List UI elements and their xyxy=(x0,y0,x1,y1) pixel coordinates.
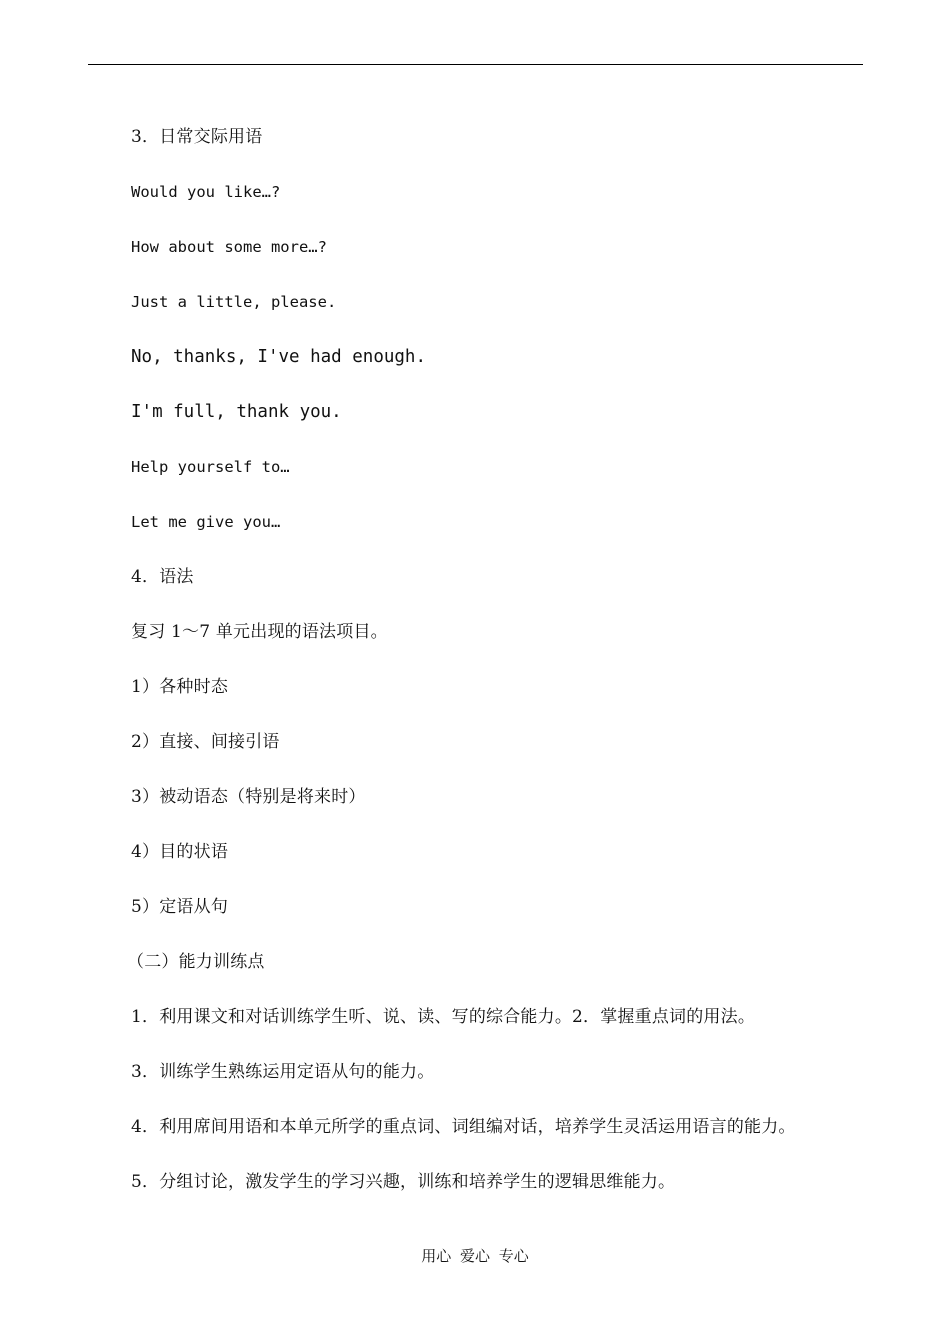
section-heading-grammar: 4．语法 xyxy=(131,567,194,587)
text-line: 1．利用课文和对话训练学生听、说、读、写的综合能力。2．掌握重点词的用法。 xyxy=(131,1007,756,1027)
phrase-line: I'm full, thank you. xyxy=(131,402,342,422)
text-line: 4．利用席间用语和本单元所学的重点词、词组编对话，培养学生灵活运用语言的能力。 xyxy=(131,1117,796,1137)
list-item: 1）各种时态 xyxy=(131,677,229,697)
phrase-line: Help yourself to… xyxy=(131,458,290,476)
phrase-line: Would you like…? xyxy=(131,183,281,201)
section-heading-skills: （二）能力训练点 xyxy=(127,952,265,972)
list-item: 4）目的状语 xyxy=(131,842,229,862)
text-line: 复习 1～7 单元出现的语法项目。 xyxy=(131,622,388,642)
phrase-line: Just a little, please. xyxy=(131,293,337,311)
section-heading-daily-expressions: 3．日常交际用语 xyxy=(131,127,263,147)
text-line: 3．训练学生熟练运用定语从句的能力。 xyxy=(131,1062,435,1082)
page-footer: 用心 爱心 专心 xyxy=(421,1247,529,1265)
phrase-line: No, thanks, I've had enough. xyxy=(131,347,427,367)
list-item: 2）直接、间接引语 xyxy=(131,732,280,752)
header-rule xyxy=(88,64,863,65)
document-body xyxy=(127,122,871,1222)
list-item: 5）定语从句 xyxy=(131,897,229,917)
phrase-line: How about some more…? xyxy=(131,238,327,256)
text-line: 5．分组讨论，激发学生的学习兴趣，训练和培养学生的逻辑思维能力。 xyxy=(131,1172,676,1192)
list-item: 3）被动语态（特别是将来时） xyxy=(131,787,366,807)
phrase-line: Let me give you… xyxy=(131,513,281,531)
